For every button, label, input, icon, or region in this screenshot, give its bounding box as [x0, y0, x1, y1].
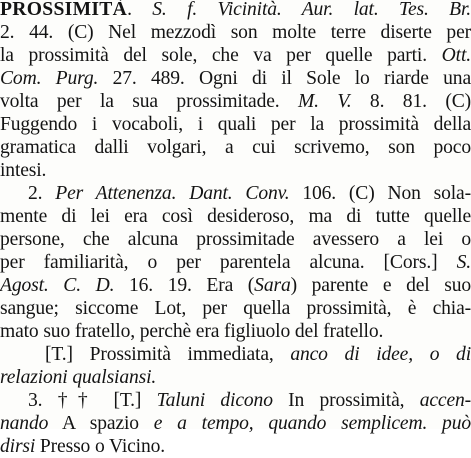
text-line — [0, 44, 471, 67]
text-run: accen- — [419, 390, 471, 411]
text-run: volta per la sua prossimitade. — [0, 91, 298, 112]
text-line — [0, 159, 471, 182]
text-run: Com. Purg. — [0, 68, 99, 89]
text-run: [T.] Prossimità immediata, — [45, 344, 291, 365]
text-run: Presso o Vicino. — [35, 436, 165, 457]
text-line — [0, 136, 471, 159]
text-run: . — [127, 0, 153, 20]
text-run: per familiarità, o per parentela alcuna. [Cors.] — [0, 252, 457, 273]
text-run: anco di idee, o di — [290, 344, 471, 365]
text-line — [0, 435, 471, 458]
text-run: e a tempo, quando semplicem. può — [153, 413, 471, 434]
text-line — [0, 297, 471, 320]
text-run: S. f. Vicinità. Aur. lat. Tes. Br. — [152, 0, 471, 20]
text-line — [28, 389, 471, 412]
text-run: 3. †† [T.] — [28, 390, 157, 411]
text-line — [28, 182, 471, 205]
text-run: nando — [0, 413, 49, 434]
text-run: ) parente e del suo — [290, 275, 471, 296]
text-run: M. V. — [298, 91, 352, 112]
text-run: 106. (C) Non sola- — [289, 183, 471, 204]
text-line — [0, 67, 471, 90]
text-run: mato suo fratello, perchè era figliuolo del fratello. — [0, 321, 384, 342]
text-run: Fuggendo i vocaboli, i quali per la prossimità della — [0, 114, 471, 135]
text-run: Taluni dicono — [156, 390, 273, 411]
text-run: intesi. — [0, 160, 47, 181]
text-line — [0, 113, 471, 136]
text-line — [0, 21, 471, 44]
text-run: S. — [456, 252, 471, 273]
text-run: Agost. C. D. — [0, 275, 115, 296]
text-run: 27. 489. Ogni di il Sole lo riarde una — [98, 68, 471, 89]
text-line — [0, 412, 471, 435]
text-run: Sara — [254, 275, 291, 296]
text-line — [0, 320, 471, 343]
text-line — [0, 251, 471, 274]
text-run: Ott. — [441, 45, 471, 66]
text-run: 2. — [28, 183, 56, 204]
text-run: Per Attenenza. Dant. Conv. — [55, 183, 290, 204]
text-run: persone, che alcuna prossimitade avessero a lei o — [0, 229, 471, 250]
text-line — [0, 228, 471, 251]
text-run: 8. 81. (C) — [351, 91, 471, 112]
text-run: la prossimità del sole, che va per quelle parti. — [0, 45, 442, 66]
text-run: In prossimità, — [272, 390, 420, 411]
text-run: gramatica dalli volgari, a cui scrivemo, son poco — [0, 137, 471, 158]
text-run: mente di lei era così desideroso, ma di tutte quelle — [0, 206, 471, 227]
text-line — [0, 274, 471, 297]
headword: PROSSIMITÀ — [0, 0, 128, 20]
text-line — [0, 90, 471, 113]
text-line — [0, 366, 471, 389]
text-run: sangue; siccome Lot, per quella prossimità, è chia- — [0, 298, 471, 319]
text-line — [0, 205, 471, 228]
text-run: 16. 19. Era ( — [114, 275, 255, 296]
text-run: dirsi — [0, 436, 36, 457]
text-run: relazioni qualsiansi. — [0, 367, 157, 388]
text-line — [45, 343, 471, 366]
text-line — [0, 0, 471, 21]
text-run: A spazio — [48, 413, 154, 434]
text-run: 2. 44. (C) Nel mezzodì son molte terre diserte per — [0, 22, 471, 43]
